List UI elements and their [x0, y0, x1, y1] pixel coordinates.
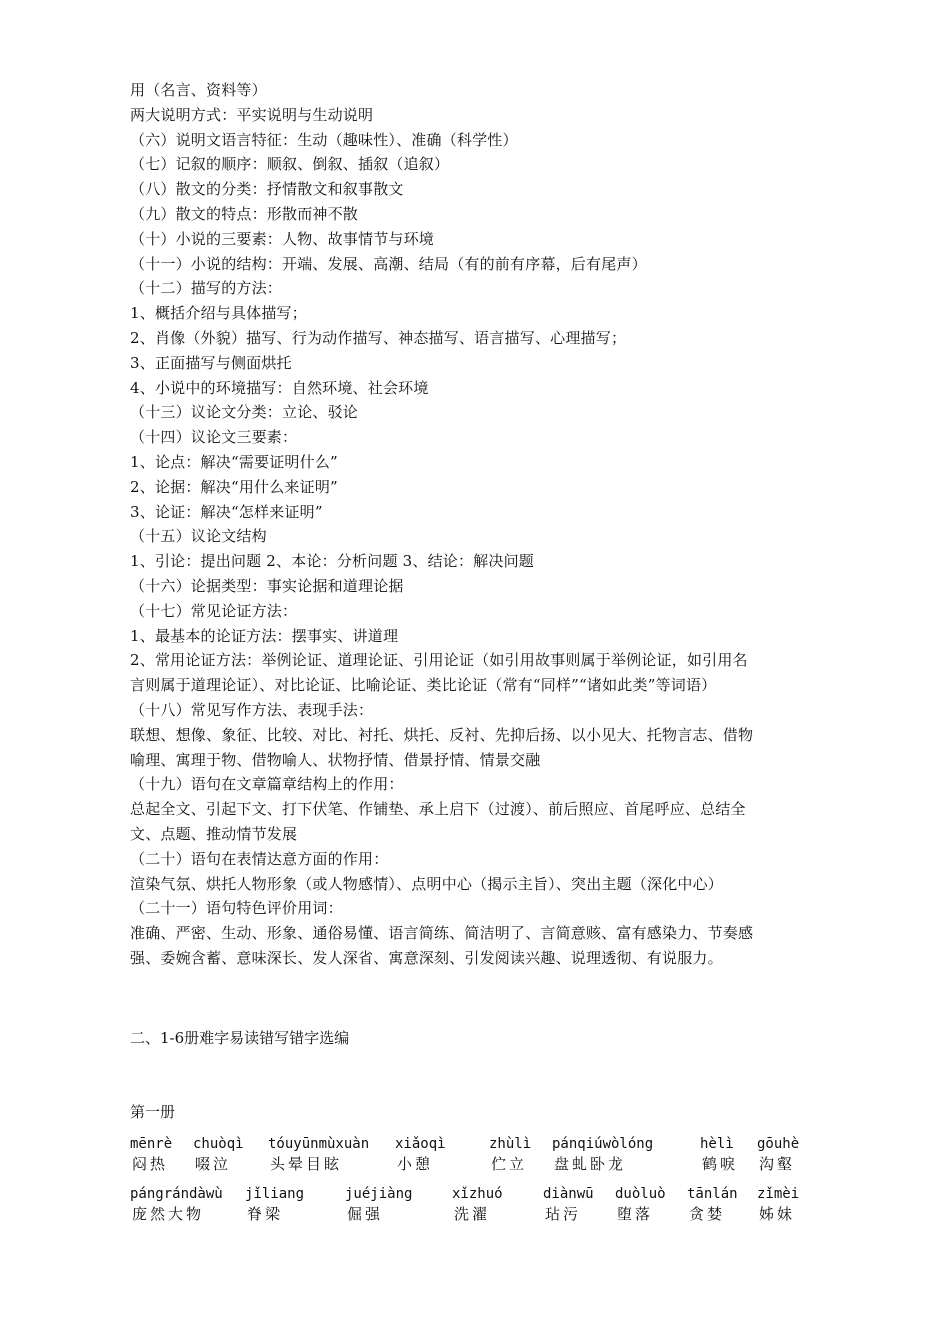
hanzi: 贪婪 [689, 1205, 726, 1223]
vocab-item [130, 1184, 223, 1224]
vocab-item [268, 1134, 369, 1174]
vocab-item [552, 1134, 653, 1174]
hanzi: 盘虬卧龙 [554, 1155, 627, 1173]
text-line: 2、常用论证方法：举例论证、道理论证、引用论证（如引用故事则属于举例论证，如引用名 [130, 651, 748, 670]
vocab-item [245, 1184, 304, 1224]
pinyin: diànwū [543, 1186, 594, 1202]
hanzi: 脊梁 [247, 1205, 284, 1223]
text-line: 总起全文、引起下文、打下伏笔、作铺垫、承上启下（过渡）、前后照应、首尾呼应、总结全 [130, 800, 746, 819]
text-line: （八）散文的分类：抒情散文和叙事散文 [130, 180, 404, 199]
text-line: 2、论据：解决“用什么来证明” [130, 477, 338, 496]
text-line: 1、概括介绍与具体描写； [130, 304, 307, 323]
hanzi: 鹤唳 [702, 1155, 739, 1173]
text-line: 1、引论：提出问题 2、本论：分析问题 3、结论：解决问题 [130, 552, 534, 571]
text-line: 1、论点：解决“需要证明什么” [130, 452, 338, 471]
text-line: （十五）议论文结构 [130, 527, 267, 546]
vocab-item [543, 1184, 594, 1224]
hanzi: 沟壑 [759, 1155, 796, 1173]
vocab-item [130, 1134, 172, 1174]
text-line: （十七）常见论证方法： [130, 601, 298, 620]
volume-heading: 第一册 [130, 1103, 176, 1121]
text-line: 渲染气氛、烘托人物形象（或人物感情）、点明中心（揭示主旨）、突出主题（深化中心） [130, 874, 724, 893]
pinyin: juéjiàng [345, 1186, 413, 1202]
text-line: （十一）小说的结构：开端、发展、高潮、结局（有的前有序幕，后有尾声） [130, 254, 647, 273]
hanzi: 头晕目眩 [270, 1155, 343, 1173]
hanzi: 玷污 [545, 1205, 582, 1223]
text-line: （十二）描写的方法： [130, 279, 283, 298]
pinyin: pángrándàwù [130, 1186, 223, 1202]
text-line: 3、正面描写与侧面烘托 [130, 353, 292, 372]
text-line: （十八）常见写作方法、表现手法： [130, 700, 374, 719]
text-line: 两大说明方式：平实说明与生动说明 [130, 105, 374, 124]
pinyin: pánqiúwòlóng [552, 1136, 654, 1152]
text-line: 文、点题、推动情节发展 [130, 824, 298, 843]
vocab-item [687, 1184, 738, 1224]
text-line: 1、最基本的论证方法：摆事实、讲道理 [130, 626, 399, 645]
hanzi: 堕落 [617, 1205, 654, 1223]
pinyin: tóuyūnmùxuàn [268, 1136, 370, 1152]
pinyin: hèlì [700, 1136, 734, 1152]
pinyin: mēnrè [130, 1136, 173, 1152]
vocab-item [757, 1134, 799, 1174]
pinyin: tānlán [687, 1186, 738, 1202]
text-line: 3、论证：解决“怎样来证明” [130, 502, 323, 521]
pinyin: duòluò [615, 1186, 666, 1202]
vocab-item [345, 1184, 412, 1224]
hanzi: 小憩 [397, 1155, 434, 1173]
text-line: （十三）议论文分类：立论、驳论 [130, 403, 359, 422]
vocab-item [193, 1134, 244, 1174]
vocab-item [615, 1184, 666, 1224]
hanzi: 啜泣 [195, 1155, 232, 1173]
pinyin: zhùlì [489, 1136, 532, 1152]
text-line: 用（名言、资料等） [130, 81, 267, 99]
text-line: （十六）论据类型：事实论据和道理论据 [130, 576, 404, 595]
vocab-item [757, 1184, 799, 1224]
text-line: 2、肖像（外貌）描写、行为动作描写、神态描写、语言描写、心理描写； [130, 328, 627, 347]
notes-body [130, 78, 830, 971]
pinyin: gōuhè [757, 1136, 800, 1152]
vocab-item [452, 1184, 503, 1224]
hanzi: 倔强 [347, 1205, 384, 1223]
hanzi: 伫立 [491, 1155, 528, 1173]
text-line: （十四）议论文三要素： [130, 428, 298, 447]
vocab-row [0, 1134, 950, 1178]
text-line: （六）说明文语言特征：生动（趣味性）、准确（科学性） [130, 130, 518, 149]
text-line: （十九）语句在文章篇章结构上的作用： [130, 775, 404, 794]
text-line: （七）记叙的顺序：顺叙、倒叙、插叙（追叙） [130, 155, 450, 174]
text-line: 联想、想像、象征、比较、对比、衬托、烘托、反衬、先抑后扬、以小见大、托物言志、借物 [130, 725, 754, 744]
vocab-item [395, 1134, 446, 1174]
text-line: （九）散文的特点：形散而神不散 [130, 204, 359, 223]
text-line: 喻理、寓理于物、借物喻人、状物抒情、借景抒情、情景交融 [130, 750, 541, 769]
hanzi: 姊妹 [759, 1205, 796, 1223]
pinyin: zǐmèi [757, 1186, 800, 1202]
hanzi: 庞然大物 [132, 1205, 205, 1223]
vocab-item [700, 1134, 738, 1174]
hanzi: 闷热 [132, 1155, 169, 1173]
section-heading: 二、1-6册难字易读错写错字选编 [130, 1029, 350, 1047]
text-line: （二十一）语句特色评价用词： [130, 899, 343, 918]
text-line: 准确、严密、生动、形象、通俗易懂、语言简练、简洁明了、言简意赅、富有感染力、节奏感 [130, 924, 754, 943]
hanzi: 洗濯 [454, 1205, 491, 1223]
pinyin: xiǎoqì [395, 1136, 446, 1152]
text-line: 4、小说中的环境描写：自然环境、社会环境 [130, 378, 429, 397]
vocab-item [489, 1134, 531, 1174]
pinyin: jǐliang [245, 1186, 305, 1202]
text-line: 言则属于道理论证）、对比论证、比喻论证、类比论证（常有“同样”“诸如此类”等词语） [130, 676, 717, 695]
text-line: 强、委婉含蓄、意味深长、发人深省、寓意深刻、引发阅读兴趣、说理透彻、有说服力。 [130, 948, 723, 967]
vocab-row [0, 1184, 950, 1228]
pinyin: xǐzhuó [452, 1186, 503, 1202]
text-line: （二十）语句在表情达意方面的作用： [130, 849, 389, 868]
pinyin: chuòqì [193, 1136, 244, 1152]
text-line: （十）小说的三要素：人物、故事情节与环境 [130, 229, 435, 248]
